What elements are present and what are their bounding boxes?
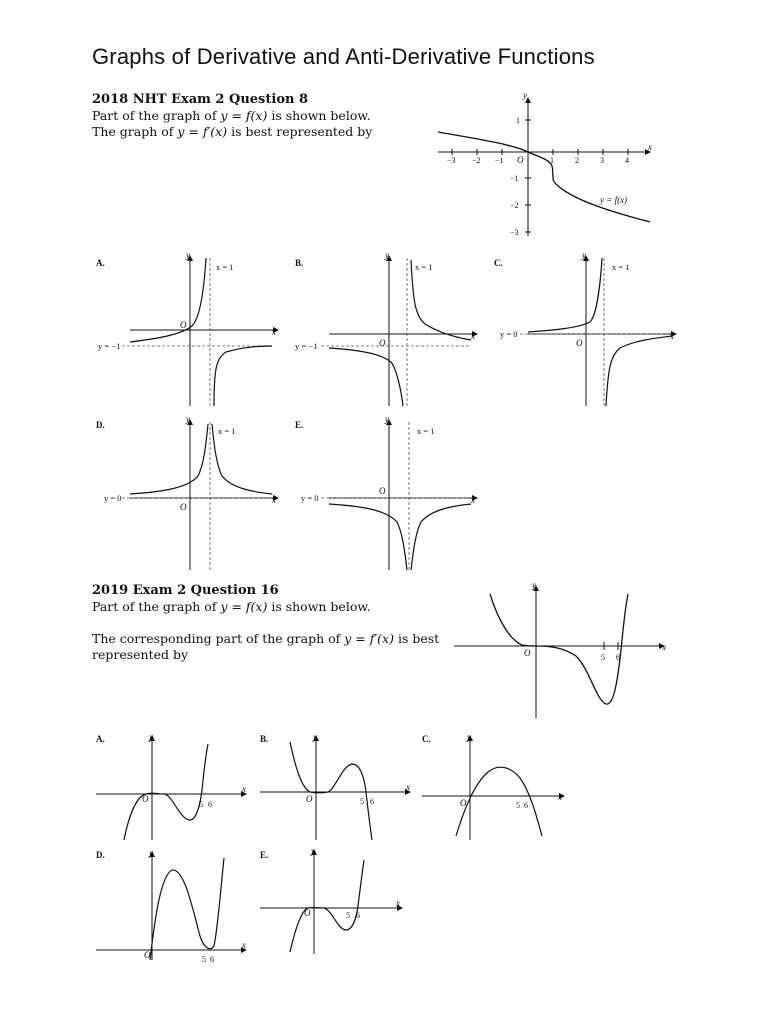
option-letter: C.: [494, 258, 503, 268]
origin-label: O: [180, 502, 187, 512]
x-tick-neg3: −3: [447, 156, 456, 165]
q1-line1-pre: Part of the graph of: [92, 108, 221, 123]
x-tick-1: 1: [550, 156, 554, 165]
q2-option-c-graph: [418, 730, 578, 842]
y-axis-label: y: [149, 848, 153, 858]
option-letter: B.: [295, 258, 304, 268]
tick-5: 5: [346, 911, 350, 920]
asymptote-x-label: x = 1: [415, 262, 433, 272]
tick-5: 5: [202, 955, 206, 964]
q1-line2-post: is best represented by: [227, 124, 373, 139]
x-axis-label: x: [471, 331, 475, 341]
y-axis-label: y: [186, 414, 190, 424]
x-axis-label: x: [471, 495, 475, 505]
tick-6: 6: [524, 801, 528, 810]
x-axis-label: x: [670, 331, 674, 341]
origin-label: O: [144, 950, 151, 960]
y-tick-neg3: −3: [510, 228, 519, 237]
x-axis-label: x: [558, 792, 562, 802]
y-axis-label: y: [313, 732, 317, 742]
origin-label: O: [460, 798, 467, 808]
asymptote-y-label: y = −1: [295, 341, 318, 351]
x-axis-label: x: [272, 495, 276, 505]
option-letter: A.: [96, 734, 105, 744]
y-axis-label: y: [467, 732, 471, 742]
q1-option-d-graph: [92, 414, 282, 572]
y-axis-label: y: [532, 580, 536, 590]
q1-option-e-graph: [291, 414, 481, 572]
q2-heading: 2019 Exam 2 Question 16: [92, 583, 279, 598]
q2-option-b-graph: [256, 730, 416, 842]
q1-option-b-graph: [291, 250, 481, 408]
x-tick-4: 4: [625, 156, 629, 165]
tick-5: 5: [360, 797, 364, 806]
y-axis-label: y: [311, 846, 315, 856]
asymptote-y-label: y = 0: [301, 493, 319, 503]
curve-label: y = f(x): [600, 195, 628, 205]
x-tick-2: 2: [575, 156, 579, 165]
q1-line1-post: is shown below.: [267, 108, 371, 123]
asymptote-x-label: x = 1: [417, 426, 435, 436]
asymptote-x-label: x = 1: [612, 262, 630, 272]
option-letter: E.: [260, 850, 269, 860]
y-axis-label: y: [523, 90, 527, 100]
tick-6: 6: [370, 797, 374, 806]
q2-line2-pre: The corresponding part of the graph of: [92, 631, 345, 646]
q2-line2-post: is best: [393, 631, 440, 646]
y-tick-1: 1: [516, 116, 520, 125]
option-letter: D.: [96, 850, 105, 860]
origin-label: O: [142, 794, 149, 804]
curve-f: [438, 132, 650, 222]
q2-line1-pre: Part of the graph of: [92, 599, 221, 614]
origin-label: O: [524, 648, 531, 658]
tick-5: 5: [601, 653, 605, 662]
asymptote-y-label: y = −1: [98, 341, 121, 351]
x-tick-neg1: −1: [495, 156, 504, 165]
tick-6: 6: [210, 955, 214, 964]
x-axis-label: x: [648, 142, 652, 152]
q1-main-graph: [432, 88, 662, 240]
x-axis-label: x: [662, 642, 666, 652]
option-letter: C.: [422, 734, 431, 744]
q1-line2-math: y = f′(x): [177, 124, 228, 139]
q1-line1-math: y = f(x): [220, 108, 268, 123]
option-letter: D.: [96, 420, 105, 430]
tick-5: 5: [516, 801, 520, 810]
q1-heading: 2018 NHT Exam 2 Question 8: [92, 92, 309, 107]
tick-6: 6: [356, 911, 360, 920]
asymptote-x-label: x = 1: [218, 426, 236, 436]
q1-line2-pre: The graph of: [92, 124, 178, 139]
tick-5: 5: [199, 800, 203, 809]
q2-line1-post: is shown below.: [267, 599, 371, 614]
tick-6: 6: [208, 800, 212, 809]
y-axis-label: y: [385, 414, 389, 424]
q2-option-e-graph: [256, 846, 416, 958]
q2-main-graph: [452, 580, 672, 720]
origin-label: O: [379, 486, 386, 496]
x-tick-neg2: −2: [472, 156, 481, 165]
q1-option-a-graph: [92, 250, 282, 408]
y-axis-label: y: [582, 250, 586, 260]
x-axis-label: x: [242, 784, 246, 794]
q1-line1: [92, 108, 371, 123]
q2-line1-math: y = f(x): [220, 599, 268, 614]
q2-option-d-graph: [92, 846, 252, 964]
asymptote-y-label: y = 0: [500, 329, 518, 339]
q2-line3: represented by: [92, 647, 189, 662]
x-axis-label: x: [242, 940, 246, 950]
origin-label: O: [379, 338, 386, 348]
x-tick-3: 3: [600, 156, 604, 165]
asymptote-x-label: x = 1: [216, 262, 234, 272]
origin-label: O: [576, 338, 583, 348]
y-tick-neg2: −2: [510, 201, 519, 210]
q2-line1: [92, 599, 371, 614]
tick-6: 6: [616, 653, 620, 662]
origin-label: O: [304, 908, 311, 918]
option-letter: B.: [260, 734, 269, 744]
q1-line2: [92, 124, 372, 139]
y-tick-neg1: −1: [510, 174, 519, 183]
q2-option-a-graph: [92, 730, 252, 842]
y-axis-label: y: [385, 250, 389, 260]
origin-label: O: [517, 155, 524, 165]
origin-label: O: [306, 794, 313, 804]
q2-line2-math: y = f′(x): [344, 631, 394, 646]
y-axis-label: y: [149, 732, 153, 742]
page-title: Graphs of Derivative and Anti-Derivative Functions: [92, 44, 595, 69]
x-axis-label: x: [406, 782, 410, 792]
x-axis-label: x: [272, 327, 276, 337]
origin-label: O: [180, 320, 187, 330]
q2-line2: [92, 631, 439, 646]
q1-option-c-graph: [490, 250, 680, 408]
x-axis-label: x: [396, 898, 400, 908]
option-letter: A.: [96, 258, 105, 268]
option-letter: E.: [295, 420, 304, 430]
y-axis-label: y: [186, 250, 190, 260]
asymptote-y-label: y = 0: [104, 493, 122, 503]
